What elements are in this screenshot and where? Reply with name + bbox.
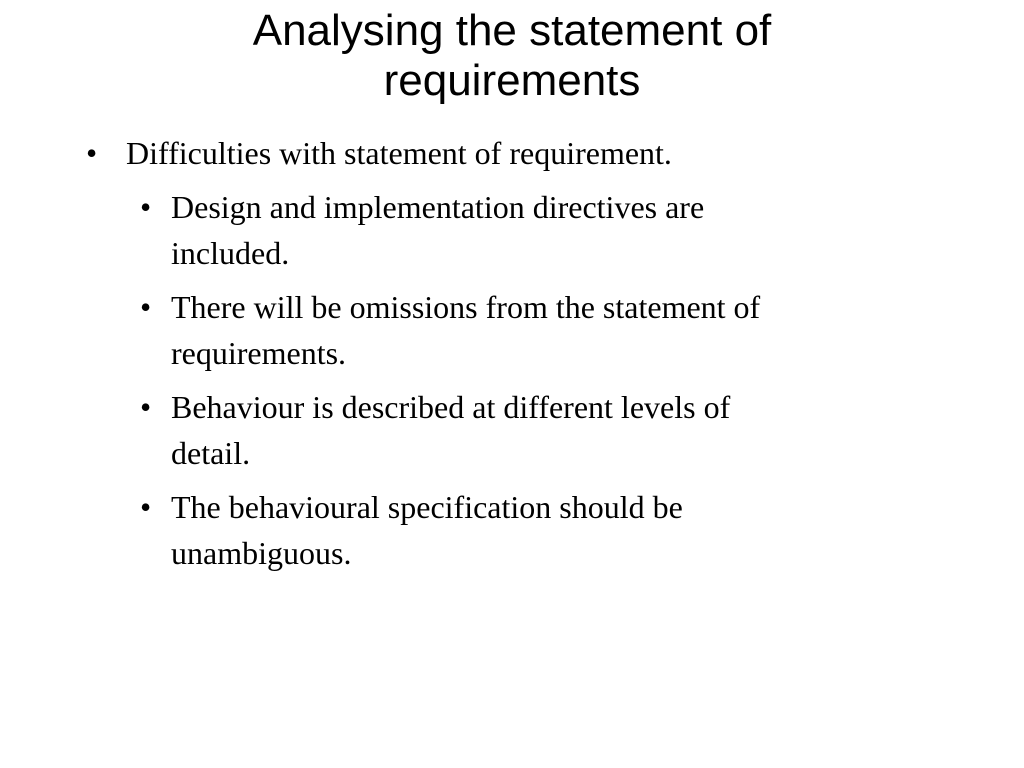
sub-bullet-item-4 bbox=[84, 484, 944, 576]
bullet-text-line-2: included. bbox=[171, 235, 290, 271]
slide-title bbox=[112, 6, 912, 106]
bullet-dot-icon: • bbox=[140, 489, 152, 525]
bullet-dot-icon: • bbox=[140, 389, 152, 425]
bullet-text-line-2: unambiguous. bbox=[171, 535, 352, 571]
sub-bullet-item-1 bbox=[84, 184, 944, 276]
bullet-text-line-1: The behavioural specification should be bbox=[171, 489, 683, 525]
bullet-item-1 bbox=[84, 130, 944, 176]
bullet-dot-icon: • bbox=[140, 189, 152, 225]
slide-title-line-1: Analysing the statement of bbox=[252, 6, 772, 55]
bullet-text-line-2: detail. bbox=[171, 435, 251, 471]
bullet-text-line-2: requirements. bbox=[171, 335, 347, 371]
bullet-text-line-1: Behaviour is described at different levels of bbox=[171, 389, 731, 425]
bullet-list bbox=[84, 130, 944, 576]
sub-bullet-item-3 bbox=[84, 384, 944, 476]
bullet-dot-icon: • bbox=[140, 289, 152, 325]
sub-bullet-item-2 bbox=[84, 284, 944, 376]
bullet-text-line-1: Design and implementation directives are bbox=[171, 189, 705, 225]
bullet-text-line-1: There will be omissions from the statement of bbox=[171, 289, 761, 325]
bullet-dot-icon: • bbox=[86, 135, 98, 171]
slide-title-line-2: requirements bbox=[383, 56, 641, 105]
bullet-text: Difficulties with statement of requirement. bbox=[126, 135, 672, 171]
